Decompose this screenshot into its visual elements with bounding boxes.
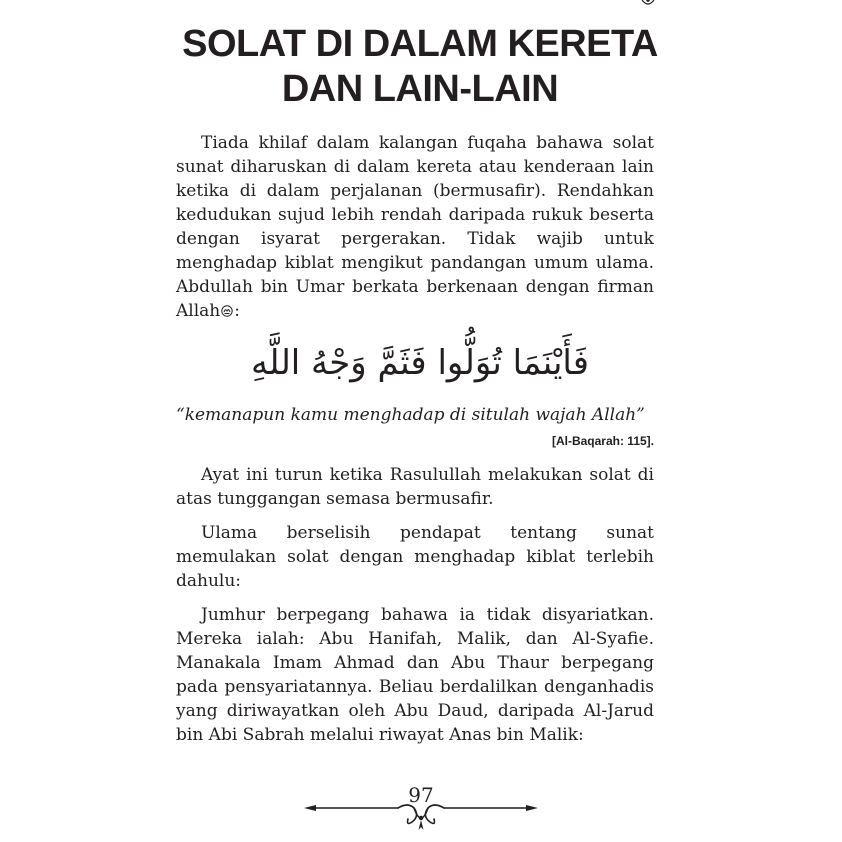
- chapter-title: [150, 22, 690, 112]
- verse-translation: “kemanapun kamu menghadap di situlah wajah Allah”: [176, 405, 645, 425]
- chapter-title-line-1: SOLAT DI DALAM KERETA: [182, 23, 658, 65]
- corner-flourish-icon: [640, 0, 656, 8]
- opinions-paragraph: Jumhur berpegang bahawa ia tidak disyariatkan. Mereka ialah: Abu Hanifah, Malik, dan Al-Syafie. Manakala Imam Ahmad dan Abu Thaur berpegang pada pensyariatannya. Beliau berdalilkan denganhadis yang diriwayatkan oleh Abu Daud, daripada Al-Jarud bin Abi Sabrah melalui riwayat Anas bin Malik:: [176, 605, 654, 745]
- quran-verse-arabic: فَأَيْنَمَا تُوَلُّوا فَثَمَّ وَجْهُ اللَّهِ: [250, 343, 590, 383]
- intro-text: Tiada khilaf dalam kalangan fuqaha bahawa solat sunat diharuskan di dalam kereta atau kenderaan lain ketika di dalam perjalanan (bermusafir). Rendahkan kedudukan sujud lebih rendah daripada rukuk beserta dengan isyarat pergerakan. Tidak wajib untuk menghadap kiblat mengikut pandangan umum ulama. Abdullah bin Umar berkata berkenaan dengan firman Allah: [176, 133, 654, 321]
- context-paragraph: Ayat ini turun ketika Rasulullah melakukan solat di atas tunggangan semasa bermusafir.: [176, 465, 654, 509]
- page-number: 97: [408, 783, 434, 807]
- intro-colon: :: [234, 301, 240, 321]
- swt-calligraphy-icon: [221, 305, 233, 317]
- chapter-title-line-2: DAN LAIN-LAIN: [281, 68, 559, 110]
- dispute-paragraph: Ulama berselisih pendapat tentang sunat memulakan solat dengan menghadap kiblat terlebih dahulu:: [176, 523, 654, 591]
- verse-reference: [Al-Baqarah: 115].: [551, 434, 654, 448]
- intro-paragraph: [176, 131, 654, 323]
